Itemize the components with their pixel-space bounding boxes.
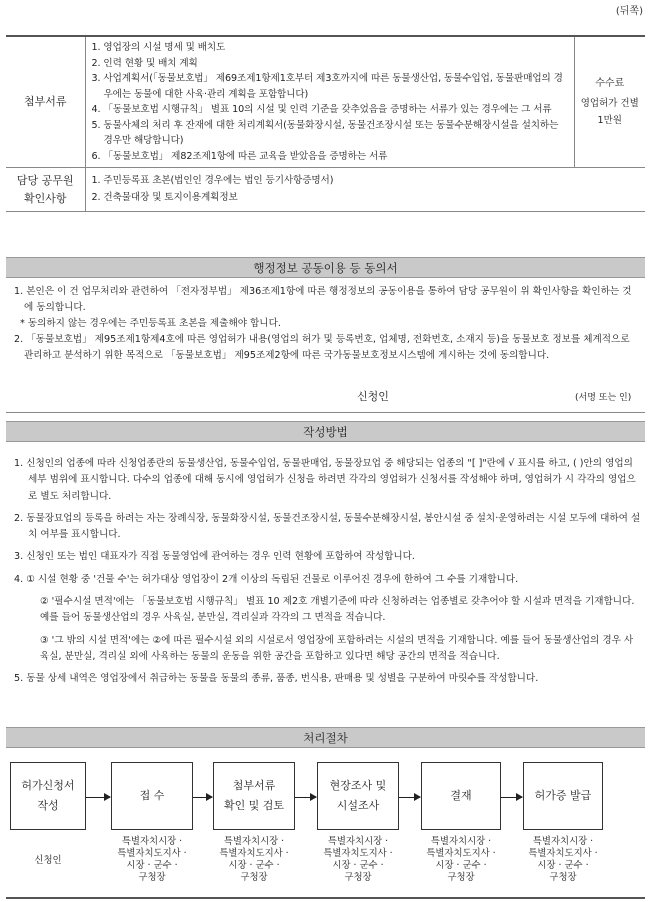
attachments-list (86, 37, 574, 167)
method-item: 3. 신청인 또는 법인 대표자가 직접 동물영업에 관여하는 경우 인력 현황에 포함하여 작성합니다. (14, 551, 415, 563)
flow-step-application (10, 762, 86, 830)
flow-arrow (86, 797, 110, 798)
bottom-rule (6, 897, 645, 899)
flow-step-inspection (317, 762, 399, 830)
flow-actor (208, 836, 300, 884)
flow-actor-text: 특별자치도지사 · (219, 848, 289, 859)
attachments-list-cell (85, 36, 574, 168)
flow-actor-text: 구청장 (549, 872, 577, 883)
flow-step-text: 결재 (450, 789, 472, 802)
official-check-list (86, 168, 646, 211)
official-check-item: 2. 건축물대장 및 토지이용계획정보 (91, 192, 238, 203)
flow-actor-text: 특별자치시장 · (430, 836, 492, 847)
consent-paragraph: 1. 본인은 이 건 업무처리와 관련하여 「전자정부법」 제36조제1항에 따른 행정정보의 공동이용을 통하여 담당 공무원이 위 확인사항을 확인하는 것에 동의합니다. (14, 286, 632, 313)
flow-actor-text: 구청장 (447, 872, 475, 883)
flow-step-text: 현장조사 및 (329, 779, 387, 792)
flow-step-text: 시설조사 (336, 799, 380, 812)
fee-title: 수수료 (595, 78, 625, 89)
flow-step-text: 작성 (37, 799, 59, 812)
flow-actor-text: 특별자치시장 · (532, 836, 594, 847)
method-subitem: ② '필수시설 면적'에는 「동물보호법 시행규칙」 별표 10 제2호 개별기준에 따라 신청하려는 업종별로 갖추어야 할 시설과 면적을 기재합니다. 예를 들어 동물생산업의 경우 사육실, 분만실, 격리실과 각각의 그 면적을 적습니다. (40, 596, 635, 624)
flow-actor-text: 시장 · 군수 · (435, 860, 487, 871)
method-item: 5. 동물 상세 내역은 영업장에서 취급하는 동물을 동물의 종류, 품종, 번식용, 판매용 및 성별을 구분하여 마릿수를 작성합니다. (14, 673, 539, 685)
consent-paragraph: 2. 「동물보호법」 제95조제1항제4호에 따른 영업허가 내용(영업의 허가 및 등록번호, 업체명, 전화번호, 소재지 등)을 동물보호 정보를 체계적으로 관리하고 분석하기 위한 목적으로 「동물보호법」 제95조제2항에 따른 국가동물보호정보시스템에 게시하는 것에 동의합니다. (14, 334, 630, 361)
flow-step-text: 첨부서류 (232, 779, 276, 792)
signature-row (0, 388, 651, 404)
attachment-item: 1. 영업장의 시설 명세 및 배치도 (91, 42, 226, 53)
flow-actor-text: 시장 · 군수 · (537, 860, 589, 871)
page-side-note: (뒤쪽) (615, 6, 643, 17)
flow-step-text: 허가증 발급 (534, 789, 592, 802)
flow-actor-text: 특별자치시장 · (121, 836, 183, 847)
method-section-title: 작성방법 (6, 421, 645, 442)
flow-step-approval (421, 762, 501, 830)
applicant-label: 신청인 (357, 390, 389, 403)
method-item: 1. 신청인의 업종에 따라 신청업종란의 동물생산업, 동물수입업, 동물판매업, 동물장묘업 중 해당되는 업종의 "[ ]"란에 √ 표시를 하고, ( )안의 영업의 세부 범위에 표시합니다. 다수의 업종에 대해 동시에 영업허가 신청을 하려면 각각의 영업허가 신청서를 작성해야 하며, 영업허가 시 각각의 영업으로 별도 처리합니다. (14, 458, 636, 502)
official-check-list-cell (85, 168, 645, 212)
consent-note: * 동의하지 않는 경우에는 주민등록표 초본을 제출해야 합니다. (20, 318, 281, 329)
fee-cell (574, 36, 645, 168)
method-subitem: ③ '그 밖의 시설 면적'에는 ②에 따른 필수시설 외의 시설로서 영업장에 포함하려는 시설의 면적을 기재합니다. 예를 들어 동물생산업의 경우 사육실, 분만실, 격리실 외에 사육하는 동물의 운동을 위한 공간을 포함하고 있다면 해당 공간의 면적을 적습니다. (40, 634, 634, 662)
flow-actor-text: 특별자치시장 · (327, 836, 389, 847)
flow-step-text: 접 수 (139, 789, 165, 802)
attachments-row (6, 36, 645, 168)
flow-arrow (501, 797, 522, 798)
flow-actor-text: 특별자치시장 · (223, 836, 285, 847)
attachment-item: 6. 「동물보호법」 제82조제1항에 따른 교육을 받았음을 증명하는 서류 (91, 150, 388, 162)
flow-actor-text: 시장 · 군수 · (228, 860, 280, 871)
official-check-label-line2: 확인사항 (23, 191, 67, 205)
method-body (14, 456, 642, 688)
attachment-item: 2. 인력 현황 및 배치 계획 (91, 57, 198, 69)
official-check-label-line1: 담당 공무원 (16, 173, 74, 187)
divider (6, 412, 645, 413)
flow-actor (312, 836, 404, 884)
flow-actor-text: 구청장 (138, 872, 166, 883)
flow-actor-text: 시장 · 군수 · (332, 860, 384, 871)
flow-arrow (193, 797, 212, 798)
flow-actor-text: 특별자치도지사 · (323, 848, 393, 859)
flow-actor-text: 구청장 (344, 872, 372, 883)
flow-step-review (213, 762, 295, 830)
flow-arrow (295, 797, 316, 798)
attachment-item: 3. 사업계획서(「동물보호법」 제69조제1항제1호부터 제3호까지에 따른 동물생산업, 동물수입업, 동물판매업의 경우에는 동물에 대한 사육·관리 계획을 포함합니다) (91, 73, 563, 100)
flow-step-issuance (523, 762, 603, 830)
fee-line: 영업허가 건별 (580, 98, 639, 109)
attachment-item: 5. 동물사체의 처리 후 잔재에 대한 처리계획서(동물화장시설, 동물건조장시설 또는 동물수분해장시설을 설치하는 경우만 해당합니다) (91, 119, 559, 146)
method-item: 2. 동물장묘업의 등록을 하려는 자는 장례식장, 동물화장시설, 동물건조장시설, 동물수분해장시설, 봉안시설 중 설치·운영하려는 시설 모두에 대하여 설치 여부를 표시합니다. (14, 512, 641, 541)
method-item: 4. ① 시설 현황 중 '건물 수'는 허가대상 영업장이 2개 이상의 독립된 건물로 이루어진 경우에 한하여 그 수를 기재합니다. (14, 573, 519, 585)
consent-section-title: 행정정보 공동이용 등 동의서 (6, 257, 645, 278)
flow-actor (10, 855, 86, 867)
flow-actor-text: 시장 · 군수 · (126, 860, 178, 871)
flow-actor (517, 836, 609, 884)
consent-body (14, 284, 639, 364)
flow-actor (415, 836, 507, 884)
flow-actor-text: 특별자치도지사 · (528, 848, 598, 859)
attachment-item: 4. 「동물보호법 시행규칙」 별표 10의 시설 및 인력 기준을 갖추었음을 증명하는 서류가 있는 경우에는 그 서류 (91, 104, 552, 115)
fee-amount: 1만원 (597, 115, 622, 126)
official-check-label (6, 168, 85, 212)
flow-actor-text: 특별자치도지사 · (426, 848, 496, 859)
official-check-item: 1. 주민등록표 초본(법인인 경우에는 법인 등기사항증명서) (91, 175, 334, 186)
flow-actor-text: 특별자치도지사 · (117, 848, 187, 859)
flow-step-receipt (111, 762, 193, 830)
flow-actor (106, 836, 198, 884)
flow-step-text: 허가신청서 (21, 779, 75, 792)
attachments-label: 첨부서류 (6, 36, 85, 168)
flow-step-text: 확인 및 검토 (223, 799, 285, 812)
flow-actor-text: 구청장 (240, 872, 268, 883)
official-check-row (6, 168, 645, 212)
signature-hint: (서명 또는 인) (575, 393, 632, 403)
attachments-table (6, 35, 645, 212)
flow-actor-text: 신청인 (34, 855, 62, 866)
procedure-section-title: 처리절차 (6, 727, 645, 748)
flow-arrow (399, 797, 420, 798)
